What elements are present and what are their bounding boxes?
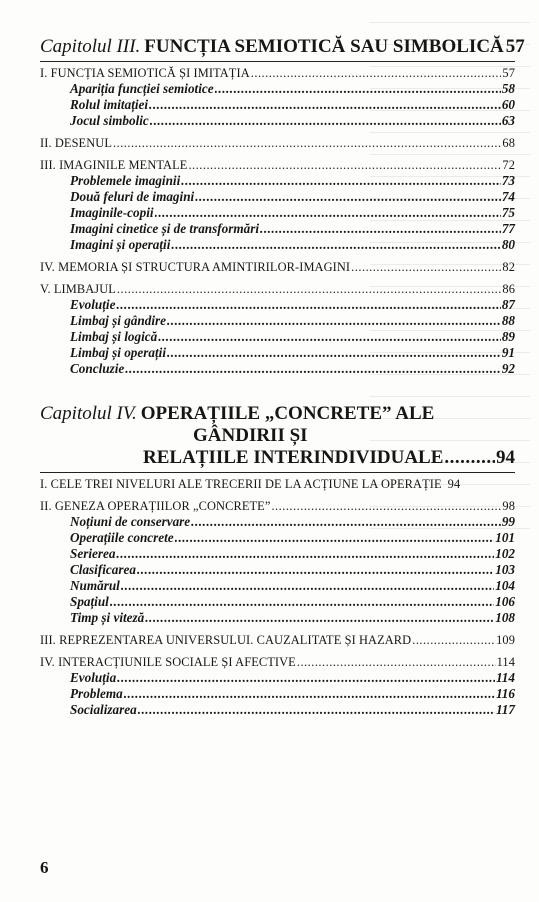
chapter-label: Capitolul III. (40, 36, 141, 57)
toc-subsection (40, 81, 515, 97)
toc-subsection-page: 102 (495, 546, 515, 561)
table-of-contents (40, 36, 525, 718)
dot-leader (191, 514, 501, 530)
dot-leader (260, 221, 501, 237)
chapter-3-heading (40, 36, 525, 58)
toc-section (40, 158, 515, 173)
dot-leader (145, 610, 494, 626)
toc-subsection (40, 702, 515, 718)
toc-subsection-page: 63 (501, 113, 515, 128)
toc-subsection-title: Jocul simbolic (70, 113, 149, 128)
dot-leader (138, 702, 495, 718)
toc-subsection (40, 578, 515, 594)
toc-subsection (40, 205, 515, 221)
toc-subsection-page: 91 (501, 345, 515, 360)
heading-rule (40, 472, 515, 473)
toc-subsection (40, 97, 515, 113)
toc-subsection (40, 546, 515, 562)
dot-leader (124, 686, 495, 702)
toc-section (40, 477, 515, 492)
dot-leader (116, 297, 500, 313)
toc-subsection (40, 297, 515, 313)
toc-section-title: II. GENEZA OPERAȚIILOR „CONCRETE” (40, 499, 271, 513)
toc-subsection-title: Apariția funcției semiotice (70, 81, 214, 96)
toc-subsection-page: 77 (501, 221, 515, 236)
toc-section-title: III. IMAGINILE MENTALE (40, 158, 188, 172)
dot-leader (297, 655, 496, 670)
toc-subsection-title: Spațiul (70, 594, 109, 609)
toc-subsection-title: Limbaj și logică (70, 329, 158, 344)
toc-subsection-title: Operațiile concrete (70, 530, 174, 545)
toc-section-title: IV. INTERACȚIUNILE SOCIALE ȘI AFECTIVE (40, 655, 296, 669)
toc-section (40, 499, 515, 514)
toc-subsection (40, 514, 515, 530)
dot-leader (171, 237, 500, 253)
toc-subsection-page: 106 (495, 594, 515, 609)
toc-section-page: 86 (502, 282, 515, 296)
dot-leader (271, 499, 501, 514)
toc-section (40, 66, 515, 81)
dot-leader (113, 136, 501, 151)
toc-subsection-title: Imagini și operații (70, 237, 171, 252)
toc-subsection-page: 117 (495, 702, 515, 717)
chapter-page: 57 (505, 36, 525, 57)
toc-subsection-page: 60 (501, 97, 515, 112)
toc-subsection (40, 173, 515, 189)
toc-subsection-page: 88 (501, 313, 515, 328)
toc-subsection-title: Clasificarea (70, 562, 136, 577)
toc-subsection-title: Evoluția (70, 670, 117, 685)
dot-leader (167, 313, 501, 329)
dot-leader (121, 578, 494, 594)
toc-subsection (40, 237, 515, 253)
chapter-title: FUNCȚIA SEMIOTICĂ SAU SIMBOLICĂ (144, 36, 504, 57)
toc-subsection-title: Concluzie (70, 361, 125, 376)
toc-section-page: 72 (502, 158, 515, 172)
toc-subsection-page: 80 (501, 237, 515, 252)
toc-section-page: 114 (496, 655, 515, 669)
dot-leader (215, 81, 501, 97)
toc-subsection-title: Imaginile-copii (70, 205, 154, 220)
toc-subsection (40, 530, 515, 546)
toc-subsection (40, 221, 515, 237)
toc-subsection (40, 610, 515, 626)
toc-subsection-page: 114 (495, 670, 515, 685)
toc-subsection-page: 74 (501, 189, 515, 204)
toc-section (40, 260, 515, 275)
toc-subsection (40, 361, 515, 377)
toc-section-page: 82 (502, 260, 515, 274)
toc-subsection-title: Evoluție (70, 297, 116, 312)
toc-subsection-title: Rolul imitației (70, 97, 149, 112)
toc-subsection (40, 189, 515, 205)
toc-section-page: 68 (502, 136, 515, 150)
dot-leader (150, 113, 501, 129)
toc-subsection-page: 101 (495, 530, 515, 545)
toc-subsection-page: 87 (501, 297, 515, 312)
dot-leader (117, 670, 495, 686)
toc-subsection (40, 686, 515, 702)
heading-rule (40, 61, 515, 62)
toc-section-title: I. CELE TREI NIVELURI ALE TRECERII DE LA ACȚIUNE LA OPERAȚIE (40, 477, 442, 491)
dot-leader (117, 282, 501, 297)
toc-section (40, 633, 515, 648)
chapter-page: 94 (496, 447, 515, 468)
dot-leader (149, 97, 501, 113)
toc-section-title: V. LIMBAJUL (40, 282, 116, 296)
dot-leader (412, 633, 495, 648)
toc-subsection-page: 116 (495, 686, 515, 701)
dot-leader (175, 530, 495, 546)
toc-subsection (40, 670, 515, 686)
toc-subsection-title: Limbaj și operații (70, 345, 166, 360)
toc-subsection (40, 313, 515, 329)
toc-subsection-page: 89 (501, 329, 515, 344)
toc-subsection-title: Serierea (70, 546, 116, 561)
toc-section-title: II. DESENUL (40, 136, 112, 150)
toc-subsection-page: 75 (501, 205, 515, 220)
toc-subsection-page: 103 (495, 562, 515, 577)
toc-section-page: 57 (502, 66, 515, 80)
toc-subsection-page: 58 (501, 81, 515, 96)
page-number: 6 (40, 858, 49, 877)
toc-section-page: 94 (447, 477, 461, 491)
toc-subsection (40, 113, 515, 129)
toc-subsection-title: Noțiuni de conservare (70, 514, 191, 529)
toc-section (40, 136, 515, 151)
toc-section-title: III. REPREZENTAREA UNIVERSULUI. CAUZALITATE ȘI HAZARD (40, 633, 412, 647)
chapter-title-line1: OPERAȚIILE „CONCRETE” ALE (140, 403, 435, 424)
chapter-4-sections (40, 477, 515, 718)
dot-leader (137, 562, 494, 578)
toc-subsection (40, 594, 515, 610)
toc-section (40, 655, 515, 670)
toc-section-page: 98 (502, 499, 515, 513)
toc-section-page: 109 (496, 633, 515, 647)
dot-leader (444, 447, 495, 469)
toc-section (40, 282, 515, 297)
dot-leader (195, 189, 501, 205)
toc-subsection-page: 92 (501, 361, 515, 376)
toc-subsection-page: 104 (495, 578, 515, 593)
dot-leader (188, 158, 501, 173)
toc-section-title: I. FUNCȚIA SEMIOTICĂ ȘI IMITAȚIA (40, 66, 250, 80)
chapter-label: Capitolul IV. (40, 403, 137, 424)
toc-subsection-title: Numărul (70, 578, 120, 593)
toc-subsection-title: Imagini cinetice și de transformări (70, 221, 260, 236)
dot-leader (167, 345, 501, 361)
chapter-title-line3: RELAȚIILE INTERINDIVIDUALE (143, 447, 444, 468)
toc-subsection-title: Socializarea (70, 702, 137, 717)
chapter-4-heading (40, 403, 515, 469)
toc-section-title: IV. MEMORIA ȘI STRUCTURA AMINTIRILOR-IMAGINI (40, 260, 351, 274)
toc-subsection-title: Timp și viteză (70, 610, 145, 625)
toc-subsection-page: 99 (501, 514, 515, 529)
dot-leader (125, 361, 501, 377)
toc-subsection-page: 73 (501, 173, 515, 188)
chapter-title-line2: GÂNDIRII ȘI (193, 425, 308, 446)
dot-leader (155, 205, 501, 221)
dot-leader (251, 66, 502, 81)
toc-subsection (40, 345, 515, 361)
toc-subsection (40, 329, 515, 345)
dot-leader (158, 329, 501, 345)
toc-subsection (40, 562, 515, 578)
toc-subsection-title: Două feluri de imagini (70, 189, 195, 204)
dot-leader (116, 546, 494, 562)
toc-subsection-title: Problema (70, 686, 123, 701)
dot-leader (351, 260, 501, 275)
chapter-3-sections (40, 66, 515, 377)
dot-leader (110, 594, 494, 610)
toc-subsection-title: Problemele imaginii (70, 173, 181, 188)
dot-leader (181, 173, 501, 189)
toc-subsection-page: 108 (495, 610, 515, 625)
toc-subsection-title: Limbaj și gândire (70, 313, 166, 328)
